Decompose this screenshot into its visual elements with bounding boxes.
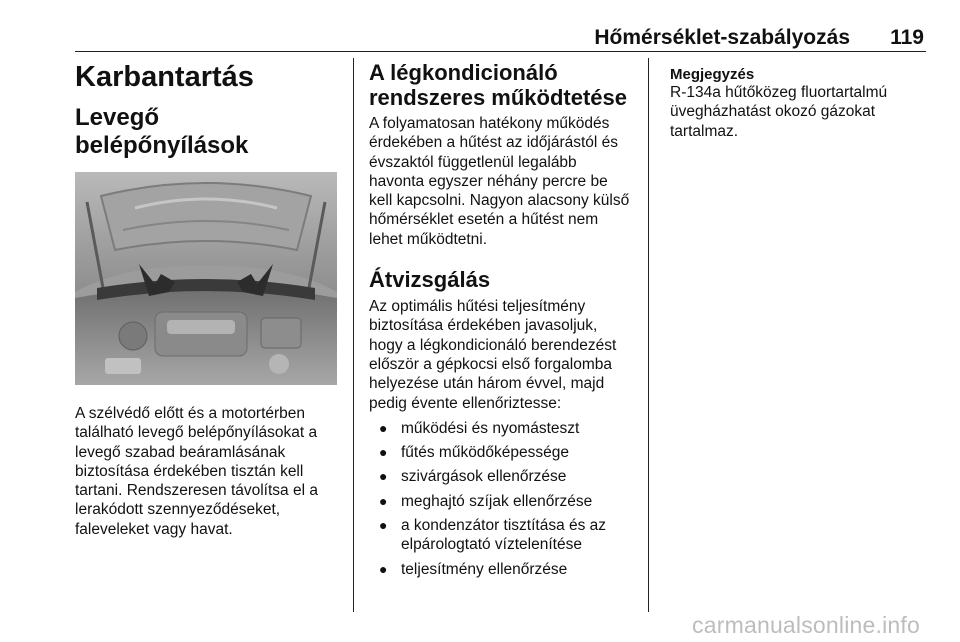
column-divider-1 xyxy=(353,58,354,612)
engine-bay-illustration xyxy=(75,172,337,385)
bullet-icon: ● xyxy=(379,517,388,534)
list-item-text: a kondenzátor tisztítása és az elpárologtató víztelenítése xyxy=(401,517,607,554)
bullet-icon: ● xyxy=(379,560,388,577)
bullet-icon: ● xyxy=(379,468,388,485)
inspection-text: Az optimális hűtési teljesítmény biztosítása érdekében javasoljuk, hogy a légkondicionáló berendezést először a gépkocsi első forgalomba helyezése után három évvel, majd pedig évente ellenőriztesse: xyxy=(369,298,617,412)
left-column xyxy=(75,60,337,539)
list-item xyxy=(369,443,633,462)
bullet-icon: ● xyxy=(379,492,388,509)
note-title: Megjegyzés xyxy=(670,66,755,83)
list-item-text: meghajtó szíjak ellenőrzése xyxy=(401,492,593,510)
list-item xyxy=(369,419,633,438)
list-item-text: teljesítmény ellenőrzése xyxy=(401,560,568,578)
ac-operation-text: A folyamatosan hatékony működés érdekében a hűtést az időjárástól és évszaktól függetlenül legalább havonta egyszer néhány percre be kell kapcsolni. Nagyon alacsony külső hőmérséklet esetén a hűtést nem lehet működtetni. xyxy=(369,115,630,248)
watermark: carmanualsonline.info xyxy=(692,612,920,638)
list-item xyxy=(369,467,633,486)
bullet-icon: ● xyxy=(379,419,388,436)
note-text: R-134a hűtőközeg fluortartalmú üvegházhatást okozó gázokat tartalmaz. xyxy=(670,84,888,140)
list-item xyxy=(369,516,633,555)
air-inlet-text: A szélvédő előtt és a motortérben található levegő belépőnyílásokat a levegő szabad beáramlásának biztosítása érdekében tisztán kell tartani. Rendszeresen távolítsa el a lerakódott szennyeződéseket, faleveleket vagy havat. xyxy=(75,405,318,538)
header-rule xyxy=(75,51,926,52)
subsection-title: Levegő belépőnyílások xyxy=(75,104,249,159)
inspection-title: Átvizsgálás xyxy=(369,267,491,293)
page-number: 119 xyxy=(890,26,924,49)
ac-operation-title: A légkondicionáló rendszeres működtetése xyxy=(369,60,627,110)
bullet-icon: ● xyxy=(379,444,388,461)
section-title: Karbantartás xyxy=(75,61,254,93)
middle-column xyxy=(369,60,633,584)
running-header-title: Hőmérséklet-szabályozás xyxy=(594,26,850,49)
list-item-text: szivárgások ellenőrzése xyxy=(401,468,567,486)
list-item xyxy=(369,492,633,511)
right-column xyxy=(670,66,926,141)
list-item-text: fűtés működőképessége xyxy=(401,444,570,462)
list-item-text: működési és nyomásteszt xyxy=(401,419,580,437)
list-item xyxy=(369,560,633,579)
column-divider-2 xyxy=(648,58,649,612)
inspection-checklist xyxy=(369,419,633,579)
